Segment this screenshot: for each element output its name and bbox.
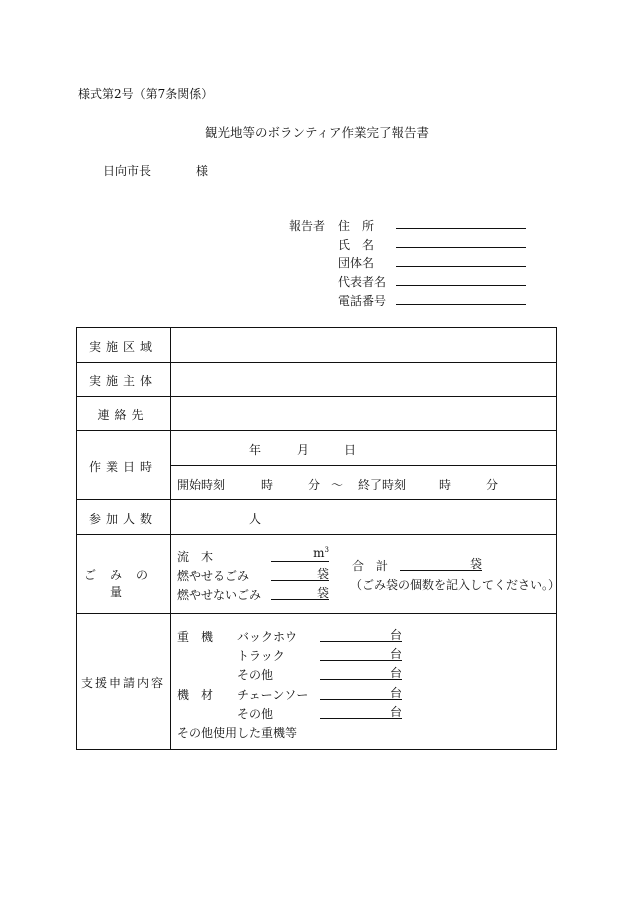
document-title: 観光地等のボランティア作業完了報告書: [205, 125, 430, 140]
backhoe-field[interactable]: [320, 626, 402, 642]
unit-count: 台: [389, 628, 402, 642]
nonburnable-label: 燃やせないごみ: [177, 588, 262, 602]
table-divider: [76, 499, 557, 500]
organizer-label: 実施主体: [88, 374, 157, 388]
addressee-name: 日向市長: [103, 164, 152, 178]
bag-unit: 袋: [469, 557, 482, 571]
table-border-bottom: [76, 749, 557, 750]
truck-field[interactable]: [320, 645, 402, 661]
other-used-label: その他使用した重機等: [177, 726, 298, 740]
total-field[interactable]: [400, 555, 482, 571]
equipment-other-field[interactable]: [320, 703, 402, 719]
participants-label: 参加人数: [88, 512, 157, 526]
area-label: 実施区域: [88, 340, 157, 354]
group-label: 団体名: [338, 256, 375, 270]
nonburnable-field[interactable]: [271, 584, 329, 600]
table-divider: [76, 613, 557, 614]
cubic-meter-unit: m: [313, 546, 325, 560]
equipment-label: 機 材: [177, 688, 214, 702]
organizer-input[interactable]: [171, 363, 556, 396]
start-time-label: 開始時刻: [177, 478, 226, 492]
support-label: 支援申請内容: [80, 676, 165, 690]
table-divider: [76, 430, 557, 431]
day-unit: 日: [344, 443, 357, 457]
burnable-label: 燃やせるごみ: [177, 569, 250, 583]
phone-field[interactable]: [396, 290, 526, 305]
unit-count: 台: [389, 666, 402, 680]
form-number: 様式第2号（第7条関係）: [78, 87, 214, 101]
unit-count: 台: [389, 686, 402, 700]
addressee-honorific: 様: [196, 164, 209, 178]
representative-field[interactable]: [396, 271, 526, 286]
representative-label: 代表者名: [338, 275, 387, 289]
name-label: 氏 名: [338, 238, 375, 252]
group-field[interactable]: [396, 252, 526, 267]
phone-label: 電話番号: [338, 294, 387, 308]
table-divider: [170, 465, 557, 466]
contact-label: 連絡先: [97, 408, 149, 422]
unit-count: 台: [389, 705, 402, 719]
area-input[interactable]: [171, 328, 556, 362]
heavy-other-field[interactable]: [320, 664, 402, 680]
end-minute-unit: 分: [486, 478, 499, 492]
address-label: 住 所: [338, 219, 375, 233]
cubic-meter-superscript: 3: [324, 546, 329, 554]
end-time-label: 終了時刻: [358, 478, 407, 492]
start-minute-unit: 分: [308, 478, 321, 492]
heavy-other-label: その他: [237, 668, 274, 682]
contact-input[interactable]: [171, 397, 556, 430]
name-field[interactable]: [396, 233, 526, 248]
participants-unit: 人: [249, 512, 262, 526]
chainsaw-label: チェーンソー: [237, 688, 309, 702]
heavy-machinery-label: 重 機: [177, 630, 214, 644]
truck-label: トラック: [237, 649, 285, 663]
bag-unit: 袋: [316, 586, 329, 600]
end-hour-unit: 時: [439, 478, 452, 492]
datetime-label: 作業日時: [88, 460, 157, 474]
total-label: 合 計: [352, 559, 389, 573]
reporter-label: 報告者: [289, 219, 326, 233]
driftwood-label: 流 木: [177, 550, 214, 564]
bag-unit: 袋: [316, 567, 329, 581]
garbage-label: ごみの量: [83, 568, 162, 599]
backhoe-label: バックホウ: [237, 630, 298, 644]
chainsaw-field[interactable]: [320, 684, 402, 700]
address-field[interactable]: [396, 214, 526, 229]
month-unit: 月: [297, 443, 310, 457]
equipment-other-label: その他: [237, 707, 274, 721]
garbage-note: （ごみ袋の個数を記入してください。）: [350, 578, 561, 592]
table-border-right: [556, 327, 557, 749]
year-unit: 年: [249, 443, 262, 457]
unit-count: 台: [389, 647, 402, 661]
table-divider: [76, 534, 557, 535]
tilde-separator: 〜: [331, 478, 344, 492]
driftwood-field[interactable]: [271, 546, 329, 562]
burnable-field[interactable]: [271, 565, 329, 581]
start-hour-unit: 時: [261, 478, 274, 492]
